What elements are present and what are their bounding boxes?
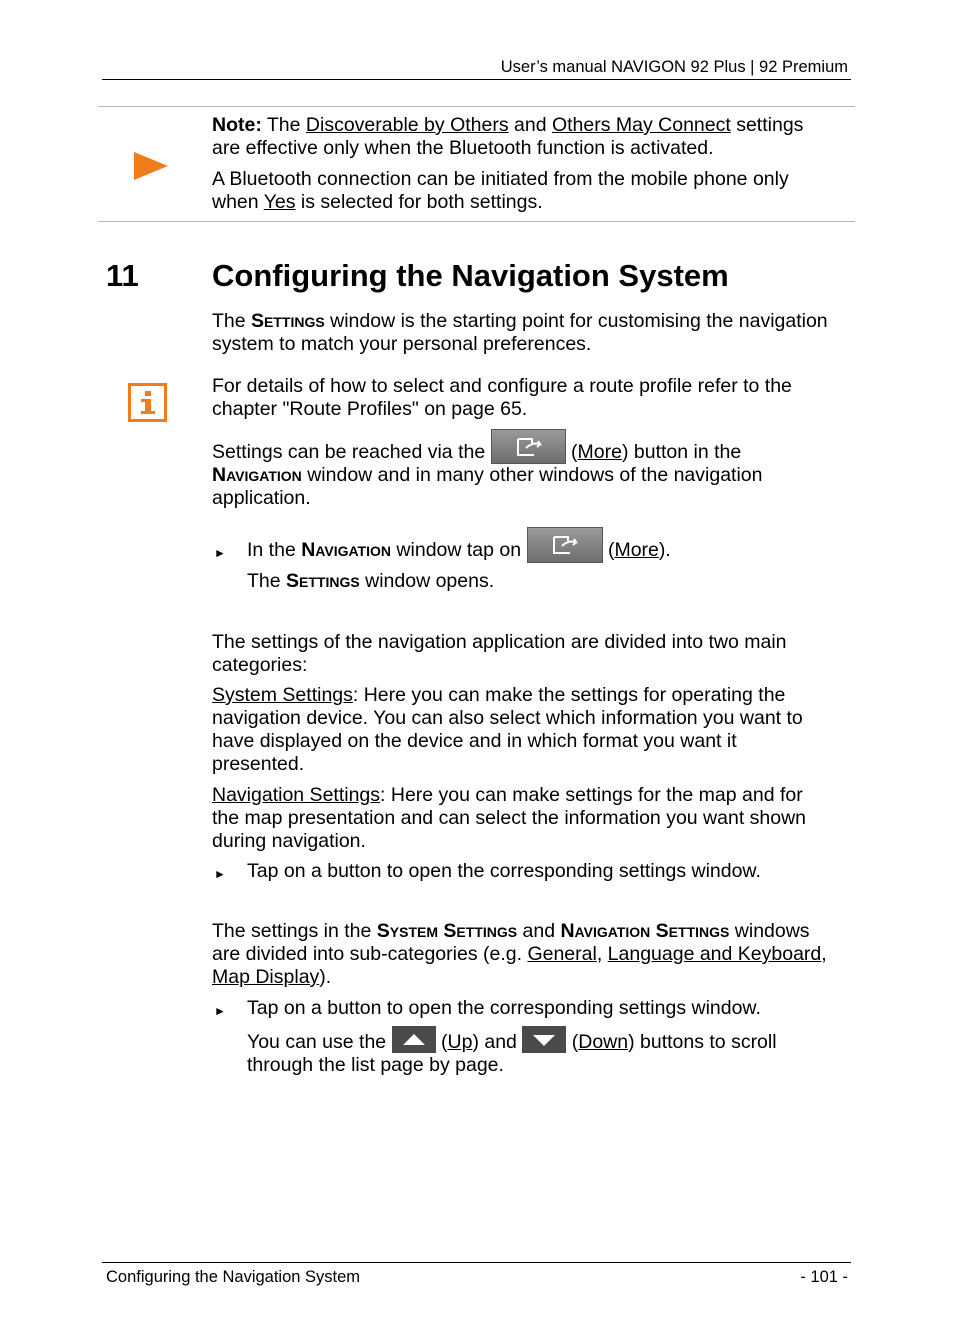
chapter-title: Configuring the Navigation System bbox=[212, 258, 729, 293]
text: A Bluetooth connection can be initiated from the mobile phone only when bbox=[212, 168, 789, 213]
page-number: - 101 - bbox=[800, 1268, 848, 1286]
text: ). bbox=[658, 539, 671, 562]
text: The settings in the bbox=[212, 920, 377, 942]
system-settings-term: System Settings bbox=[376, 920, 518, 942]
text: The bbox=[261, 114, 306, 136]
system-settings-link: System Settings bbox=[212, 684, 353, 706]
map-display-link: Map Display bbox=[212, 966, 320, 988]
language-keyboard-link: Language and Keyboard bbox=[607, 943, 822, 965]
note-bottom-rule bbox=[98, 221, 855, 222]
text: ( bbox=[566, 1031, 579, 1053]
text: : Here you can make settings for the map and for the map presentation and can select the information you want shown during navigation. bbox=[212, 784, 807, 852]
text: and bbox=[517, 920, 561, 942]
text: window is the starting point for customising the navigation system to match your personal preferences. bbox=[212, 310, 828, 355]
info-paragraph: For details of how to select and configure a route profile refer to the chapter "Route Profiles" on page 65. bbox=[212, 375, 792, 420]
text: ). bbox=[319, 966, 332, 988]
others-may-connect-link: Others May Connect bbox=[551, 114, 731, 136]
step-1 bbox=[247, 539, 847, 563]
text: is selected for both settings. bbox=[295, 191, 543, 213]
intro-paragraph bbox=[212, 310, 832, 356]
note-top-rule bbox=[98, 106, 855, 107]
navigation-settings-paragraph bbox=[212, 784, 832, 853]
text: ( bbox=[602, 539, 615, 562]
down-link: Down bbox=[578, 1031, 629, 1053]
reach-paragraph bbox=[212, 441, 832, 510]
bullet-icon: ► bbox=[214, 867, 226, 881]
info-icon bbox=[128, 383, 167, 428]
text: : Here you can make the settings for operating the navigation device. You can also select which information you want to have displayed on the device and in which format you want it presented. bbox=[212, 684, 803, 775]
more-link: More bbox=[614, 539, 659, 562]
down-arrow-icon bbox=[522, 1026, 566, 1053]
scroll-paragraph bbox=[247, 1031, 827, 1077]
more-button-icon bbox=[491, 429, 566, 464]
system-settings-paragraph bbox=[212, 684, 832, 776]
general-link: General bbox=[527, 943, 597, 965]
text: The bbox=[247, 570, 287, 592]
step-2: Tap on a button to open the corresponding settings window. bbox=[247, 860, 761, 882]
up-arrow-icon bbox=[392, 1026, 436, 1053]
navigation-settings-term: Navigation Settings bbox=[560, 920, 730, 942]
text: You can use the bbox=[247, 1031, 392, 1053]
text: Settings can be reached via the bbox=[212, 441, 491, 463]
bullet-icon: ► bbox=[214, 546, 226, 560]
up-link: Up bbox=[447, 1031, 473, 1053]
text: window tap on bbox=[391, 539, 527, 562]
step-3: Tap on a button to open the corresponding settings window. bbox=[247, 997, 761, 1019]
text: ( bbox=[565, 441, 578, 463]
note-arrow-icon bbox=[134, 152, 168, 186]
more-link: More bbox=[577, 441, 622, 463]
text: In the bbox=[247, 539, 302, 562]
text: , bbox=[821, 943, 827, 965]
note-label: Note: bbox=[212, 114, 262, 136]
navigation-term: Navigation bbox=[301, 539, 392, 562]
categories-paragraph: The settings of the navigation application are divided into two main categories: bbox=[212, 631, 787, 676]
text: and bbox=[508, 114, 552, 136]
discoverable-link: Discoverable by Others bbox=[305, 114, 509, 136]
text: windows are divided into sub-categories (e.g. bbox=[212, 920, 810, 965]
subcategories-paragraph bbox=[212, 920, 837, 989]
text: window and in many other windows of the navigation application. bbox=[212, 464, 763, 510]
note-paragraph-1 bbox=[212, 114, 837, 160]
chapter-number: 11 bbox=[106, 258, 139, 293]
text: ) and bbox=[472, 1031, 523, 1053]
navigation-term: Navigation bbox=[212, 464, 302, 487]
settings-term: Settings bbox=[251, 310, 325, 332]
text: ( bbox=[435, 1031, 448, 1053]
text: , bbox=[596, 943, 608, 965]
page-header: User’s manual NAVIGON 92 Plus | 92 Premium bbox=[500, 58, 848, 76]
settings-term: Settings bbox=[286, 570, 360, 592]
note-paragraph-2 bbox=[212, 168, 837, 214]
header-rule bbox=[102, 79, 851, 80]
bullet-icon: ► bbox=[214, 1004, 226, 1018]
footer-rule bbox=[102, 1262, 851, 1263]
footer-title: Configuring the Navigation System bbox=[106, 1268, 361, 1286]
text: ) button in the bbox=[621, 441, 742, 463]
text: window opens. bbox=[359, 570, 495, 592]
text: The bbox=[212, 310, 252, 332]
yes-link: Yes bbox=[263, 191, 296, 213]
more-button-icon bbox=[527, 527, 603, 563]
text: ) buttons to scroll through the list page by page. bbox=[247, 1031, 777, 1076]
text: settings are effective only when the Bluetooth function is activated. bbox=[212, 114, 804, 159]
navigation-settings-link: Navigation Settings bbox=[212, 784, 381, 806]
result-1 bbox=[247, 570, 494, 593]
